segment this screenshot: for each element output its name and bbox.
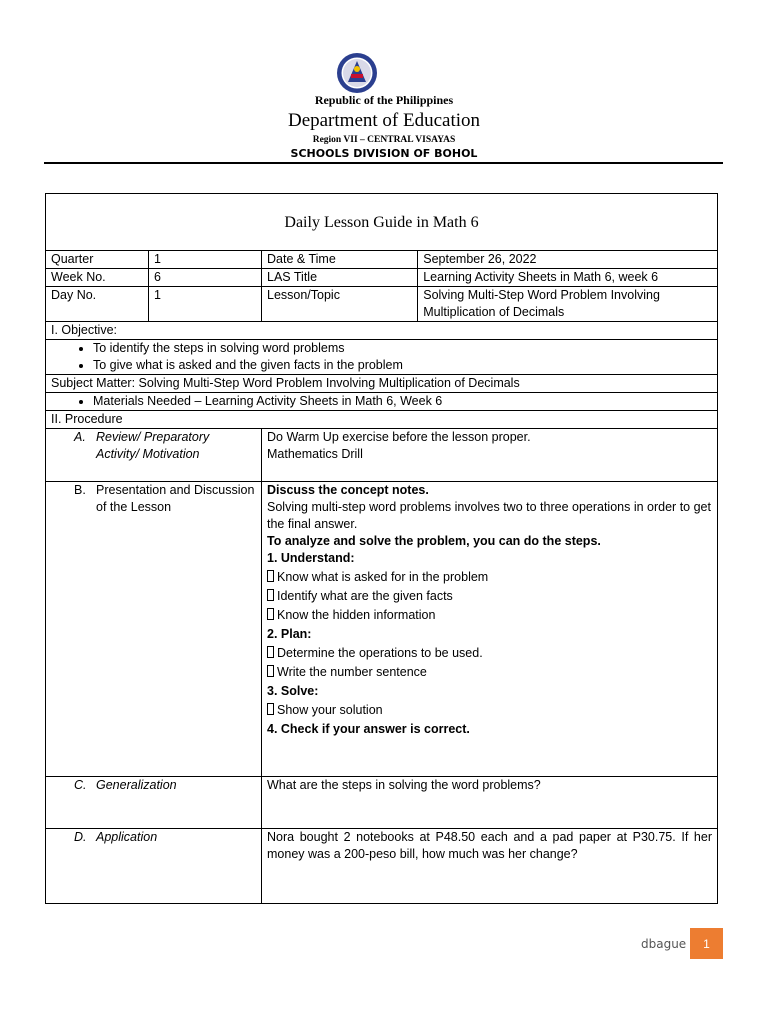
materials-cell [46, 393, 718, 411]
page-number: 1 [690, 928, 723, 959]
analyze-heading: To analyze and solve the problem, you can do the steps. [267, 534, 601, 548]
objective-heading: I. Objective: [46, 322, 718, 340]
footer-author: dbague [641, 937, 687, 951]
list-item: Write the number sentence [267, 664, 712, 681]
list-item: Identify what are the given facts [267, 588, 712, 605]
subject-matter: Subject Matter: Solving Multi-Step Word Problem Involving Multiplication of Decimals [46, 375, 718, 393]
checkbox-icon [267, 608, 274, 620]
date-label: Date & Time [262, 251, 418, 269]
presentation-letter: B. [74, 483, 86, 497]
list-item: Know the hidden information [267, 607, 712, 624]
application-letter: D. [74, 830, 87, 844]
republic-heading: Republic of the Philippines [314, 93, 454, 107]
topic-label: Lesson/Topic [262, 287, 418, 322]
step-solve: 3. Solve: [267, 684, 319, 698]
table-row [46, 287, 718, 322]
header-divider [44, 162, 723, 164]
review-label: Review/ Preparatory Activity/ Motivation [96, 430, 210, 461]
guide-title: Daily Lesson Guide in Math 6 [46, 194, 718, 251]
topic-value: Solving Multi-Step Word Problem Involving Multiplication of Decimals [418, 287, 718, 322]
review-line: Mathematics Drill [267, 447, 363, 461]
procedure-heading: II. Procedure [46, 411, 718, 429]
application-label: Application [96, 830, 158, 844]
checkbox-icon [267, 703, 274, 715]
division-heading: SCHOOLS DIVISION OF BOHOL [290, 147, 478, 160]
step-plan: 2. Plan: [267, 627, 312, 641]
generalization-letter: C. [74, 778, 87, 792]
generalization-label-cell [46, 777, 262, 829]
review-line: Do Warm Up exercise before the lesson proper. [267, 430, 531, 444]
materials-item: • Materials Needed – Learning Activity Sheets in Math 6, Week 6 [93, 393, 712, 410]
presentation-label-cell [46, 482, 262, 777]
table-row [46, 251, 718, 269]
generalization-label: Generalization [96, 778, 177, 792]
day-label: Day No. [46, 287, 149, 322]
concept-notes-heading: Discuss the concept notes. [267, 483, 429, 497]
department-heading: Department of Education [287, 110, 481, 131]
review-content [262, 429, 718, 482]
list-item: • To give what is asked and the given facts in the problem [93, 357, 712, 374]
presentation-content [262, 482, 718, 777]
checkbox-icon [267, 646, 274, 658]
date-value: September 26, 2022 [418, 251, 718, 269]
generalization-content: What are the steps in solving the word problems? [262, 777, 718, 829]
application-content: Nora bought 2 notebooks at P48.50 each and a pad paper at P30.75. If her money was a 200-peso bill, how much was her change? [262, 829, 718, 904]
objective-list [51, 340, 712, 374]
las-value: Learning Activity Sheets in Math 6, week 6 [418, 269, 718, 287]
list-item: Know what is asked for in the problem [267, 569, 712, 586]
application-label-cell [46, 829, 262, 904]
deped-seal-icon [336, 52, 378, 94]
checkbox-icon [267, 665, 274, 677]
checkbox-icon [267, 570, 274, 582]
week-label: Week No. [46, 269, 149, 287]
list-item: Determine the operations to be used. [267, 645, 712, 662]
quarter-value: 1 [148, 251, 261, 269]
checkbox-icon [267, 589, 274, 601]
table-row [46, 269, 718, 287]
review-letter: A. [74, 430, 86, 444]
region-heading: Region VII – CENTRAL VISAYAS [312, 135, 456, 145]
presentation-label: Presentation and Discussion of the Lesson [96, 483, 255, 514]
lesson-guide-table [45, 193, 718, 904]
objective-list-cell [46, 340, 718, 375]
step-check: 4. Check if your answer is correct. [267, 722, 470, 736]
review-label-cell [46, 429, 262, 482]
week-value: 6 [148, 269, 261, 287]
step-understand: 1. Understand: [267, 551, 355, 565]
las-label: LAS Title [262, 269, 418, 287]
list-item: Show your solution [267, 702, 712, 719]
day-value: 1 [148, 287, 261, 322]
list-item: • To identify the steps in solving word problems [93, 340, 712, 357]
quarter-label: Quarter [46, 251, 149, 269]
concept-intro: Solving multi-step word problems involves two to three operations in order to get the final answer. [267, 500, 711, 531]
